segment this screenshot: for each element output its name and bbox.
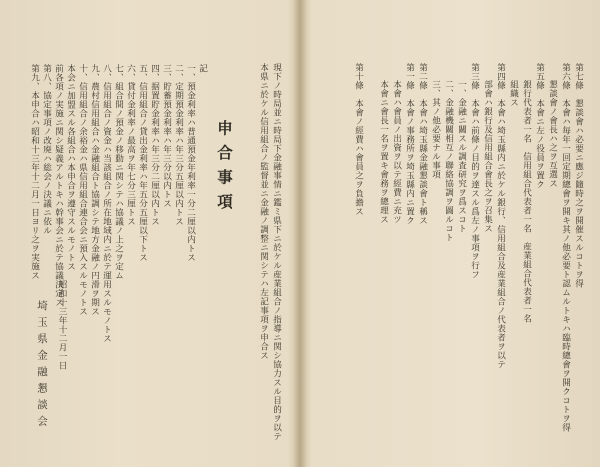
signature: 埼玉県金融懇談会 (36, 300, 48, 432)
text-column: 三、其ノ他必要ナル事項 (430, 80, 441, 179)
text-column: 三、貯蓄預金利率ハ年三分以内トス (161, 64, 172, 208)
text-column: 記 (197, 64, 208, 73)
text-column: 第七條 懇談會ハ必要ニ應ジ隨時之ヲ開催スルコトヲ得 (573, 63, 584, 288)
text-column: 二、定期預金利率ハ年三分五厘以内トス (173, 64, 184, 226)
text-column: 一、預金利率ハ普通預金年利率一分二厘以内トス (185, 64, 196, 262)
text-column: 第二條 本會ハ埼玉縣金融懇談會ト稱ス (417, 63, 428, 225)
text-column: 第九、本申合ハ昭和十三年十二月一日ヨリ之ヲ実施ス (29, 64, 40, 280)
text-column: 九、農村信用組合ハ金融組合ト協調シテ地方金融ノ円滑ヲ期ス (89, 64, 100, 316)
page-title: 申合事項 (215, 120, 234, 218)
text-column: 銀行代表者一名 信用組合代表者一名 産業組合代表者一名 (521, 80, 532, 323)
text-column: 組織ス (508, 80, 519, 107)
book-gutter (293, 0, 307, 467)
text-column: 四、据置貯金利率ハ年三分二厘以内トス (149, 64, 160, 226)
text-column: 五、信用組合ノ貸出金利率ハ年五分五厘以下トス (137, 64, 148, 262)
text-column: 懇談會ノ會長ハ之ヲ互選ス (547, 80, 558, 188)
text-column: 部會ハ銀行及信用組合會長之ヲ召集ス (482, 80, 493, 233)
text-column: 八、信用組合ノ資金ハ当該組合ノ所在地域内ニ於テ運用スルモノトス (101, 64, 112, 343)
text-column: 第六條 本會ハ毎年一回定期總會ヲ開キ其ノ他必要ト認ムルトキハ臨時總會ヲ開クコトヲ得 (560, 63, 571, 432)
text-column: 本県ニ於ケル信用組合ノ監督並ニ金融ノ調整ニ関シテハ左記事項ヲ申合ス (258, 63, 269, 360)
text-column: 第一條 本會ノ事務所ヲ埼玉縣内ニ置ク (404, 63, 415, 225)
text-column: 前各項ノ実施ニ関シ疑義アルトキハ幹事会ニ於テ協議決定ス (53, 64, 64, 307)
text-column: 二、金融機關相互ノ聯絡協調ヲ圖ルコト (443, 80, 454, 242)
text-column: 一、金融ニ關スル調査研究ヲ爲スコト (456, 80, 467, 233)
right-page (306, 0, 600, 467)
text-column: 本會ハ會員ノ出資ヲ以テ經費ニ充ツ (391, 80, 402, 224)
date: 昭和十三年十二月一日 (57, 280, 67, 370)
text-column: 第三條 本會ハ前條ノ目的ヲ達スル爲左ノ事項ヲ行フ (469, 63, 480, 279)
text-column: 十、信用組合ノ余裕金ハ県信用組合連合会ニ預入スルモノトス (77, 64, 88, 316)
text-column: 本会ニ加盟スル各組合ハ本申合ヲ遵守スルモノトス (65, 64, 76, 271)
text-column: 現下ノ時局並ニ時局下金融事情ニ鑑ミ県下ニ於ケル産業組合ノ指導ニ関シ協力スル目的ヲ以テ (271, 63, 282, 441)
text-column: 第八、協定事項ノ改廃ハ総会ノ決議ニ依ル (41, 64, 52, 235)
text-column: 第五條 本會ニ左ノ役員ヲ置ク (534, 63, 545, 189)
text-column: 第十條 本會ノ經費ハ會員之ヲ負擔ス (353, 63, 364, 216)
text-column: 六、貸付金利率ノ最高ヲ年七分三厘トス (125, 64, 136, 226)
text-column: 七、組合間ノ預金ノ移動ニ関シテハ協議ノ上之ヲ定ム (113, 64, 124, 280)
left-page (0, 0, 294, 467)
text-column: 第四條 本會ハ埼玉縣内ニ於ケル銀行、信用組合及産業組合ノ代表者ヲ以テ (495, 63, 506, 369)
text-column: 本會ニ會長一名ヲ置キ會務ヲ總理ス (378, 80, 389, 224)
